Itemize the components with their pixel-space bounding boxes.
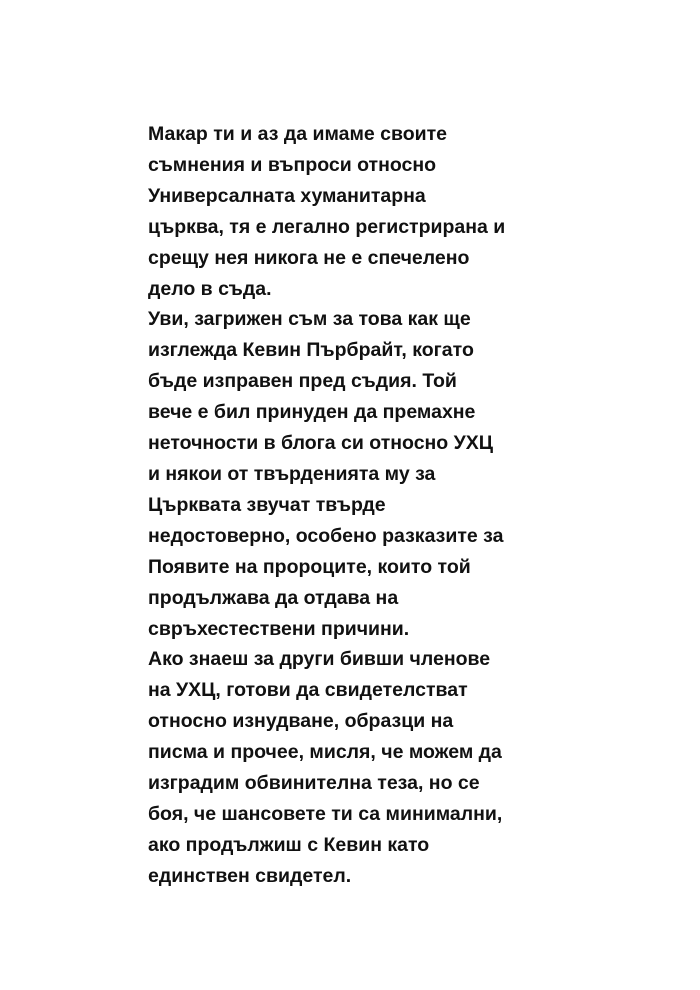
text-line: писма и прочее, мисля, че можем да [148,741,502,764]
text-line: недостоверно, особено разказите за [148,524,504,547]
text-line: единствен свидетел. [148,864,352,887]
text-line: неточности в блога си относно УХЦ [148,432,494,455]
text-line: свръхестествени причини. [148,617,410,640]
text-line: Църквата звучат твърде [148,493,386,516]
text-line: боя, че шансовете ти са минимални, [148,802,503,825]
text-line: Ако знаеш за други бивши членове [148,648,491,671]
text-line: вече е бил принуден да премахне [148,401,476,424]
text-line: Уви, загрижен съм за това как ще [148,308,471,331]
text-line: ако продължиш с Кевин като [148,833,430,856]
text-line: относно изнудване, образци на [148,710,454,733]
text-line: продължава да отдава на [148,586,399,609]
text-line: съмнения и въпроси относно [148,153,437,176]
text-line: Универсалната хуманитарна [148,184,426,207]
text-line: бъде изправен пред съдия. Той [148,370,457,393]
text-line: изградим обвинителна теза, но се [148,772,480,795]
text-line: Появите на пророците, които той [148,555,471,578]
text-line: срещу нея никога не е спечелено [148,246,470,269]
text-line: изглежда Кевин Пърбрайт, когато [148,339,474,362]
text-line: дело в съда. [148,277,272,300]
text-line: на УХЦ, готови да свидетелстват [148,679,468,702]
letter-body [148,119,568,892]
text-line: църква, тя е легално регистрирана и [148,215,506,238]
text-line: и някои от твърденията му за [148,462,436,485]
text-line: Макар ти и аз да имаме своите [148,123,448,145]
